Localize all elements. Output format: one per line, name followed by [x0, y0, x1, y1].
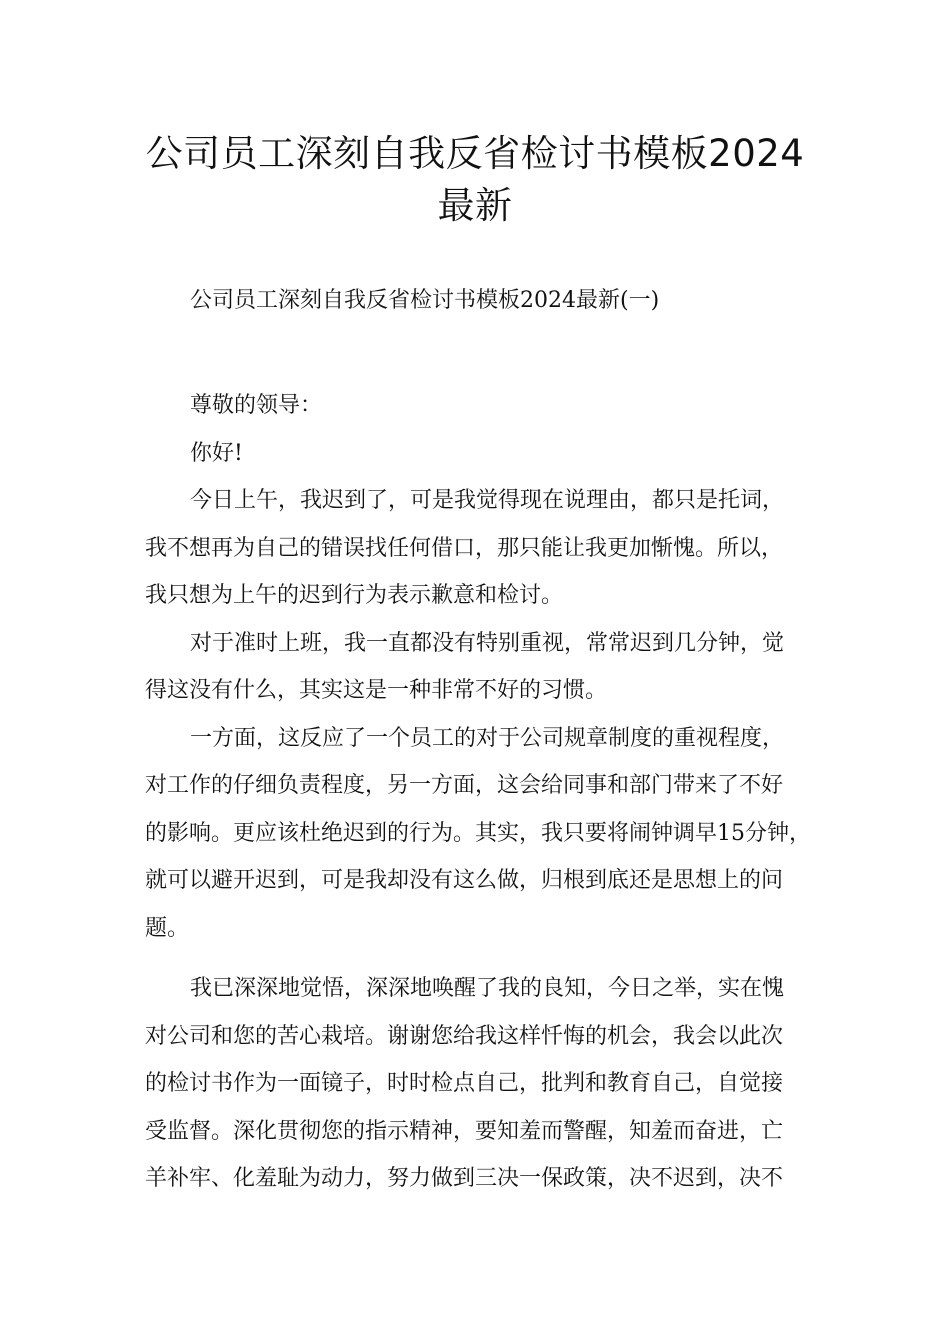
document-subtitle: 公司员工深刻自我反省检讨书模板2024最新(一) — [190, 288, 660, 313]
body-line: 羊补牢、化羞耻为动力，努力做到三决一保政策，决不迟到，决不 — [145, 1166, 784, 1191]
body-line: 对于准时上班，我一直都没有特别重视，常常迟到几分钟，觉 — [190, 630, 785, 656]
body-line: 今日上午，我迟到了，可是我觉得现在说理由，都只是托词， — [190, 488, 785, 513]
body-line: 受监督。深化贯彻您的指示精神，要知羞而警醒，知羞而奋进，亡 — [145, 1118, 784, 1144]
body-line: 尊敬的领导： — [190, 393, 323, 418]
body-line: 题。 — [145, 915, 190, 941]
body-line: 得这没有什么，其实这是一种非常不好的习惯。 — [145, 678, 608, 703]
title-line-2: 最新 — [437, 184, 513, 227]
body-line: 对工作的仔细负责程度，另一方面，这会给同事和部门带来了不好 — [145, 773, 784, 798]
body-line: 我已深深地觉悟，深深地唤醒了我的良知，今日之举，实在愧 — [190, 976, 785, 1001]
body-line: 你好! — [190, 440, 243, 466]
body-line: 就可以避开迟到，可是我却没有这么做，归根到底还是思想上的问 — [145, 868, 784, 893]
document-title — [100, 128, 850, 232]
body-line: 一方面，这反应了一个员工的对于公司规章制度的重视程度， — [190, 725, 785, 751]
title-line-1: 公司员工深刻自我反省检讨书模板2024 — [145, 132, 805, 175]
body-line: 的检讨书作为一面镜子，时时检点自己，批判和教育自己，自觉接 — [145, 1071, 784, 1096]
body-line: 对公司和您的苦心栽培。谢谢您给我这样忏悔的机会，我会以此次 — [145, 1023, 784, 1049]
body-line: 我不想再为自己的错误找任何借口，那只能让我更加惭愧。所以， — [145, 535, 784, 561]
paragraph-gap — [145, 952, 810, 965]
body-line: 我只想为上午的迟到行为表示歉意和检讨。 — [145, 583, 564, 608]
body-line: 的影响。更应该杜绝迟到的行为。其实，我只要将闹钟调早15分钟， — [145, 820, 811, 846]
document-body — [145, 382, 810, 1203]
